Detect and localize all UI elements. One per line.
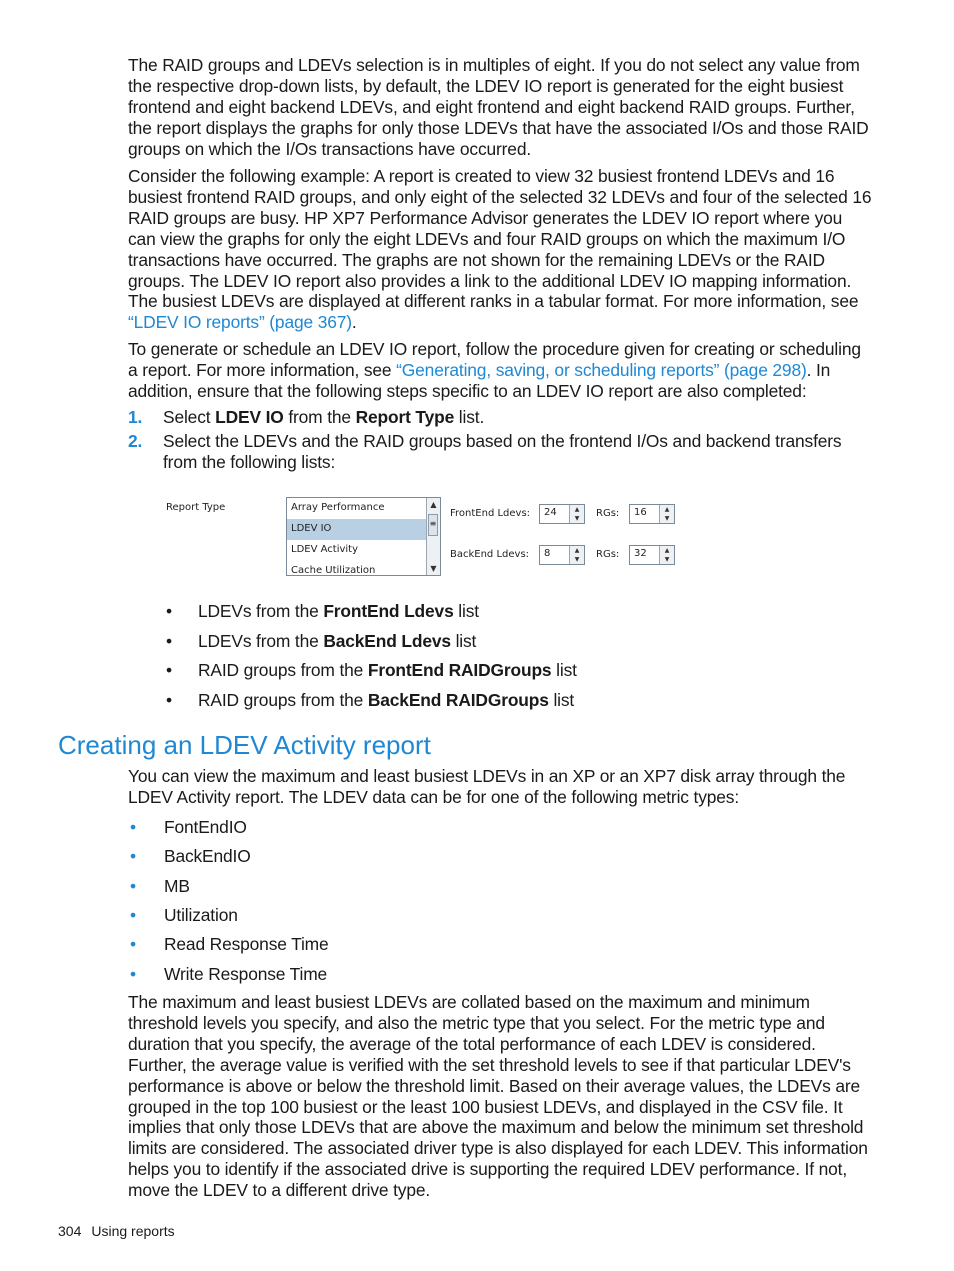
frontend-rgs-label: RGs: (596, 508, 620, 519)
backend-ldevs-label: BackEnd Ldevs: (450, 549, 530, 560)
increment-icon[interactable]: ▲ (664, 547, 670, 554)
procedure-paragraph: To generate or schedule an LDEV IO report, follow the procedure given for creating or scheduling a report. For more information, see “Generating, saving, or scheduling reports” (page 298). In addition, ensure that the following steps specific to an LDEV IO report are also completed: (128, 339, 861, 401)
backend-rgs-value: 32 (634, 548, 647, 559)
report-selection-panel (160, 494, 690, 578)
bullet-icon: • (130, 876, 136, 896)
bullet-icon: • (130, 934, 136, 954)
bullet-icon: • (130, 964, 136, 984)
step-text: Select LDEV IO from the Report Type list. (163, 407, 485, 427)
decrement-icon[interactable]: ▼ (664, 515, 670, 522)
collation-paragraph: The maximum and least busiest LDEVs are collated based on the maximum and minimum threshold levels you specify, and also the metric type that you select. For the metric type and duration that you specify, the average of the total performance of each LDEV is considered. Further, the average value is verified with the set threshold levels to see if that particular LDEV's performance is above or below the threshold limit. Based on their average values, the LDEVs are grouped in the top 100 busiest or the least 100 busiest LDEVs, and displayed in the CSV file. It implies that only those LDEVs that are above the maximum and below the minimum set threshold limits are considered. The associated driver type is also displayed for each LDEV. This information helps you to identify if the associated drive is supporting the required LDEV performance. If not, move the LDEV to a different drive type. (128, 992, 868, 1201)
listbox-scrollbar[interactable] (426, 498, 440, 575)
step-number: 1. (128, 407, 143, 427)
step-2 (128, 431, 873, 475)
scroll-down-icon[interactable]: ▼ (430, 564, 437, 573)
step-number: 2. (128, 431, 143, 451)
page-number: 304 (58, 1223, 82, 1239)
frontend-rgs-value: 16 (634, 507, 647, 518)
ldev-io-reports-link[interactable]: “LDEV IO reports” (page 367) (128, 312, 352, 333)
report-type-option-selected[interactable]: LDEV IO (287, 519, 440, 540)
bullet-icon: • (130, 817, 136, 837)
bullet-icon: • (166, 601, 172, 621)
decrement-icon[interactable]: ▼ (574, 515, 580, 522)
frontend-ldevs-value: 24 (544, 507, 557, 518)
activity-intro-paragraph: You can view the maximum and least busiest LDEVs in an XP or an XP7 disk array through the LDEV Activity report. The LDEV data can be for one of the following metric types: (128, 766, 846, 807)
bullet-icon: • (166, 660, 172, 680)
backend-rgs-stepper[interactable] (629, 545, 675, 565)
step-1 (128, 407, 873, 429)
report-type-option[interactable]: LDEV Activity (291, 544, 359, 555)
bullet-icon: • (166, 690, 172, 710)
backend-rgs-label: RGs: (596, 549, 620, 560)
page-footer (58, 1222, 175, 1240)
decrement-icon[interactable]: ▼ (574, 556, 580, 563)
report-type-label: Report Type (166, 502, 226, 513)
increment-icon[interactable]: ▲ (574, 506, 580, 513)
scroll-up-icon[interactable]: ▲ (430, 500, 437, 509)
generating-reports-link[interactable]: “Generating, saving, or scheduling reports” (page 298) (396, 359, 807, 380)
example-paragraph: Consider the following example: A report is created to view 32 busiest frontend LDEVs and 16 busiest frontend RAID groups, and only eight of the selected 32 LDEVs and four of the selected 16 RAID groups are busy. HP XP7 Performance Advisor generates the LDEV IO report where you can view the graphs for only the eight LDEVs and four RAID groups on which the maximum I/O transactions have occurred. The graphs are not shown for the remaining LDEVs or the RAID groups. The LDEV IO report also provides a link to the additional LDEV IO mapping information. The busiest LDEVs are displayed at different ranks in a tabular format. For more information, see “LDEV IO reports” (page 367). (128, 166, 872, 333)
scroll-thumb[interactable]: ≡ (428, 514, 438, 536)
backend-ldevs-value: 8 (544, 548, 551, 559)
bullet-icon: • (130, 905, 136, 925)
report-type-option[interactable]: Array Performance (291, 502, 385, 513)
increment-icon[interactable]: ▲ (664, 506, 670, 513)
footer-section: Using reports (91, 1223, 175, 1239)
section-heading: Creating an LDEV Activity report (58, 730, 431, 760)
decrement-icon[interactable]: ▼ (664, 556, 670, 563)
bullet-icon: • (130, 846, 136, 866)
frontend-rgs-stepper[interactable] (629, 504, 675, 524)
report-type-option[interactable]: Cache Utilization (291, 565, 376, 576)
report-type-listbox[interactable] (286, 497, 441, 576)
frontend-ldevs-stepper[interactable] (539, 504, 585, 524)
frontend-ldevs-label: FrontEnd Ldevs: (450, 508, 531, 519)
intro-paragraph: The RAID groups and LDEVs selection is in multiples of eight. If you do not select any value from the respective drop-down lists, by default, the LDEV IO report is generated for the eight busiest frontend and eight backend LDEVs, and eight frontend and eight backend RAID groups. Further, the report displays the graphs for only those LDEVs that have the associated I/Os and those RAID groups on which the I/Os transactions have occurred. (128, 55, 869, 159)
step-text: Select the LDEVs and the RAID groups based on the frontend I/Os and backend transfers from the following lists: (163, 431, 842, 472)
bullet-icon: • (166, 631, 172, 651)
backend-ldevs-stepper[interactable] (539, 545, 585, 565)
increment-icon[interactable]: ▲ (574, 547, 580, 554)
